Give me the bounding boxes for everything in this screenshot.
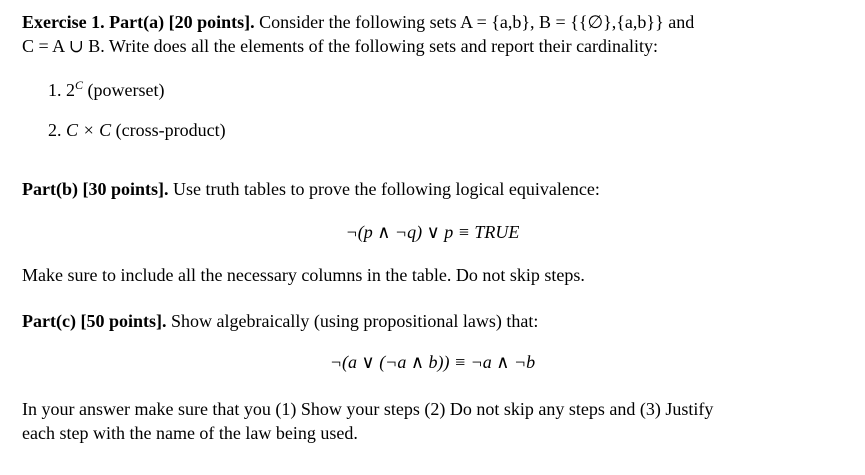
part-a-heading: Exercise 1. Part(a) [20 points]. xyxy=(22,12,255,32)
part-a-line-2: C = A ∪ B. Write does all the elements of the following sets and report their cardinality: xyxy=(22,36,659,56)
part-c-equation: ¬(a ∨ (¬a ∧ b)) ≡ ¬a ∧ ¬b xyxy=(329,352,536,372)
cross-product-expression: C × C xyxy=(66,120,112,140)
list-item-powerset xyxy=(48,78,164,101)
part-c-instruction-line-1: In your answer make sure that you (1) Show your steps (2) Do not skip any steps and (3) Justify xyxy=(22,399,714,419)
part-b-note: Make sure to include all the necessary columns in the table. Do not skip steps. xyxy=(22,265,585,285)
item-number: 2. xyxy=(48,120,62,140)
item-text: (powerset) xyxy=(83,80,165,100)
part-b-line xyxy=(22,179,600,200)
part-c-intro: Show algebraically (using propositional laws) that: xyxy=(166,311,539,331)
part-a-line-1 xyxy=(22,12,694,33)
part-c-line xyxy=(22,311,538,332)
part-a-sets-definition: Consider the following sets A = {a,b}, B = {{∅},{a,b}} and xyxy=(254,12,695,32)
part-c-heading: Part(c) [50 points]. xyxy=(22,311,167,331)
powerset-expression: $2^C$ xyxy=(66,78,84,100)
item-text: (cross-product) xyxy=(111,120,226,140)
part-b-intro: Use truth tables to prove the following logical equivalence: xyxy=(168,179,600,199)
part-b-heading: Part(b) [30 points]. xyxy=(22,179,169,199)
list-item-cross-product xyxy=(48,120,226,141)
item-number: 1. xyxy=(48,80,62,100)
part-c-instruction-line-2: each step with the name of the law being used. xyxy=(22,423,358,443)
part-b-equation: ¬(p ∧ ¬q) ∨ p ≡ TRUE xyxy=(345,222,520,242)
